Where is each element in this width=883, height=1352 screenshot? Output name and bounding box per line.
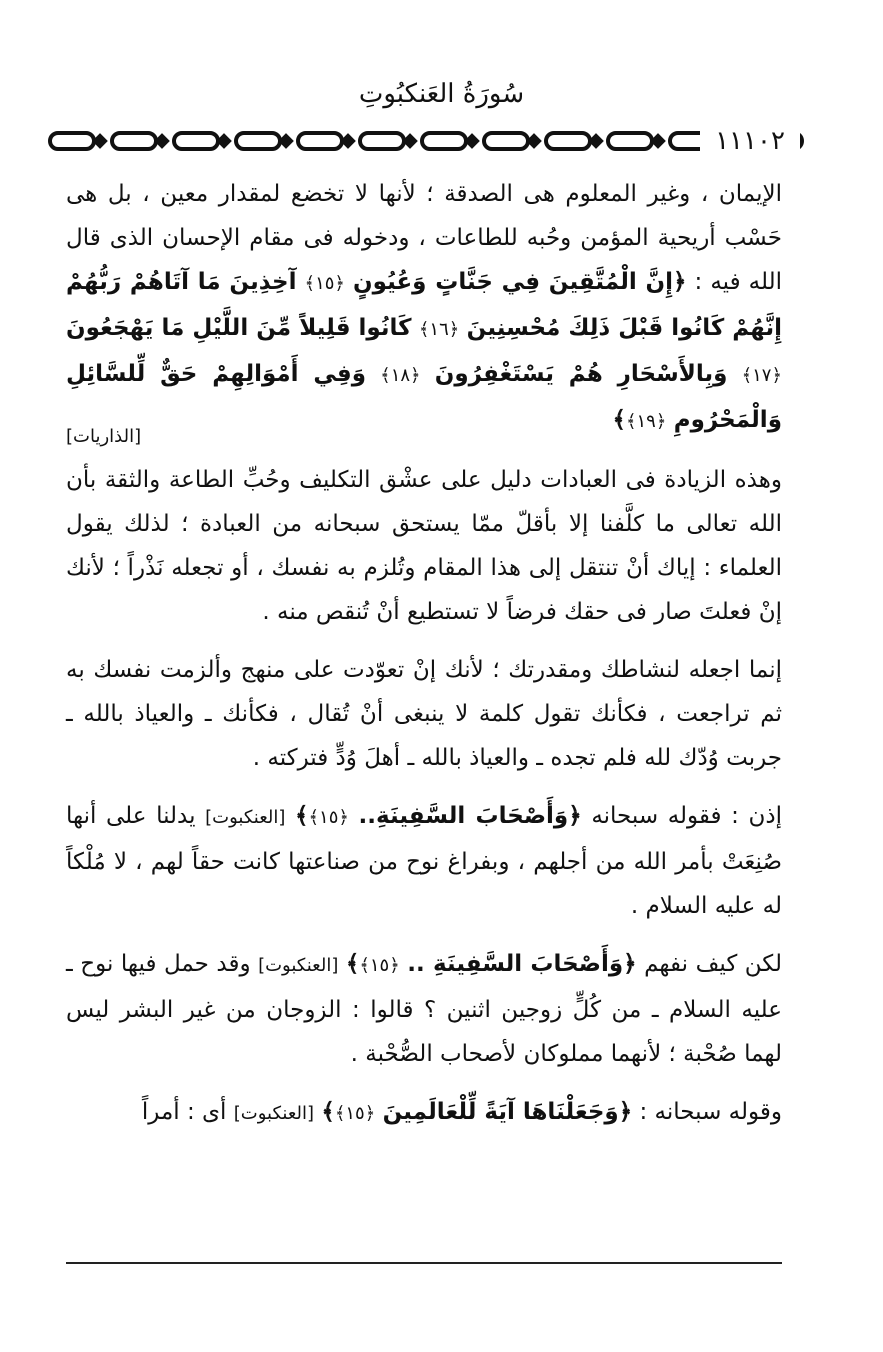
verse-number: ﴿١٦﴾: [418, 319, 460, 340]
chain-diamond: [529, 136, 539, 146]
chain-diamond: [95, 136, 105, 146]
paragraph-3: إنما اجعله لنشاطك ومقدرتك ؛ لأنك إنْ تعوّدت على منهج وألزمت نفسك به ثم تراجعت ، فكأنك تقول كلمة لا ينبغى أنْ تُقال ، فكأنك ـ والعياذ بالله ـ جربت وُدّك لله فلم تجده ـ والعياذ بالله ـ أهلَ وُدٍّ فتركته .: [66, 657, 782, 771]
surah-reference: [العنكبوت]: [233, 1103, 315, 1124]
footer-rule: [66, 1262, 782, 1264]
page-number: ١١١٠٢: [700, 124, 800, 158]
chain-diamond: [591, 136, 601, 146]
paragraph-text: الإيمان ، وغير المعلوم هى الصدقة ؛ لأنها لا تخضع لمقدار معين ، بل هى حَسْب أريحية المؤمن وحُبه للطاعات ، ودخوله فى مقام الإحسان الذى قال الله فيه :: [66, 181, 783, 295]
quran-verse: ﴿وَجَعَلْنَاهَا آيَةً لِّلْعَالَمِينَ: [382, 1099, 633, 1125]
verse-number: ﴿١٥﴾: [334, 1103, 376, 1124]
chain-link: [298, 133, 342, 149]
quran-close-bracket: ﴾: [345, 951, 360, 977]
paragraph-text: وقد حمل فيها نوح ـ عليه السلام ـ من كُلٍّ زوجين اثنين ؟ قالوا : الزوجان من غير البشر ليس لهما صُحْبة ؛ لأنهما مملوكان لأصحاب الصُّحْبة .: [66, 951, 782, 1067]
quran-verse: ﴿وَأَصْحَابَ السَّفِينَةِ..: [358, 803, 582, 829]
quran-verse: كَانُوا قَلِيلاً مِّنَ اللَّيْلِ مَا يَهْجَعُونَ: [66, 315, 412, 341]
paragraph-text: وقوله سبحانه :: [632, 1099, 782, 1125]
surah-reference: [الذاريات]: [66, 426, 142, 447]
chain-link: [484, 133, 528, 149]
verse-number: ﴿١٧﴾: [741, 365, 782, 386]
verse-number: ﴿١٥﴾: [359, 955, 400, 976]
paragraph-text: لكن كيف نفهم: [636, 951, 783, 977]
paragraph-text: أى : أمراً: [141, 1099, 234, 1125]
paragraph-text: إذن : فقوله سبحانه: [581, 803, 783, 829]
verse-number: ﴿١٩﴾: [625, 411, 667, 432]
chain-link: [360, 133, 404, 149]
surah-title-calligraphy: سُورَةُ العَنكبُوتِ: [358, 79, 525, 109]
chain-diamond: [343, 136, 353, 146]
verse-number: ﴿١٥﴾: [308, 807, 349, 828]
chain-link: [236, 133, 280, 149]
quran-close-bracket: ﴾: [295, 803, 309, 829]
paragraph-text: يدلنا على أنها صُنِعَتْ بأمر الله من أجلهم ، وبفراغ نوح من صناعتها كانت حقاً لهم ، لا مُلْكاً له عليه السلام .: [66, 803, 782, 919]
paragraph-4: [66, 794, 782, 928]
chain-link: [174, 133, 218, 149]
surah-reference: [العنكبوت]: [205, 807, 286, 828]
quran-verse: ﴿وَأَصْحَابَ السَّفِينَةِ ..: [407, 951, 637, 977]
chain-diamond: [405, 136, 415, 146]
paragraph-2: وهذه الزيادة فى العبادات دليل على عشْق التكليف وحُبِّ الطاعة والثقة بأن الله تعالى ما كلَّفنا إلا بأقلّ ممّا يستحق سبحانه من العبادة ؛ لذلك يقول العلماء : إياك أنْ تنتقل إلى هذا المقام وتُلزم به نفسك ، أو تجعله نَذْراً ؛ لأنك إنْ فعلتَ صار فى حقك فرضاً لا تستطيع أنْ تُنقص منه .: [66, 467, 782, 625]
chain-link: [112, 133, 156, 149]
paragraph-6: [66, 1090, 782, 1136]
quran-close-bracket: ﴾: [321, 1099, 335, 1125]
chain-diamond: [467, 136, 477, 146]
chain-link: [50, 133, 94, 149]
quran-verse: آخِذِينَ مَا آتَاهُمْ رَبُّهُمْ إِنَّهُمْ كَانُوا قَبْلَ ذَلِكَ مُحْسِنِينَ: [66, 269, 783, 341]
chain-link: [422, 133, 466, 149]
paragraph-1: [66, 172, 783, 447]
verse-number: ﴿١٥﴾: [304, 273, 345, 294]
paragraph-5: [66, 942, 782, 1076]
chain-diamond: [157, 136, 167, 146]
chain-diamond: [219, 136, 229, 146]
chain-link: [546, 133, 590, 149]
quran-verse: وَفِي أَمْوَالِهِمْ حَقٌّ لِّلسَّائِلِ وَالْمَحْرُومِ: [66, 361, 782, 433]
verse-number: ﴿١٨﴾: [380, 365, 421, 386]
quran-verse: وَبِالأَسْحَارِ هُمْ يَسْتَغْفِرُونَ: [434, 361, 728, 387]
ornamental-chain-border: [46, 128, 806, 154]
page-body: [66, 172, 782, 1150]
chain-diamond: [281, 136, 291, 146]
chain-diamond: [653, 136, 663, 146]
chain-link: [608, 133, 652, 149]
quran-verse: ﴿إِنَّ الْمُتَّقِينَ فِي جَنَّاتٍ وَعُيُونٍ: [353, 269, 687, 295]
quran-close-bracket: ﴾: [612, 407, 626, 433]
surah-reference: [العنكبوت]: [258, 955, 339, 976]
